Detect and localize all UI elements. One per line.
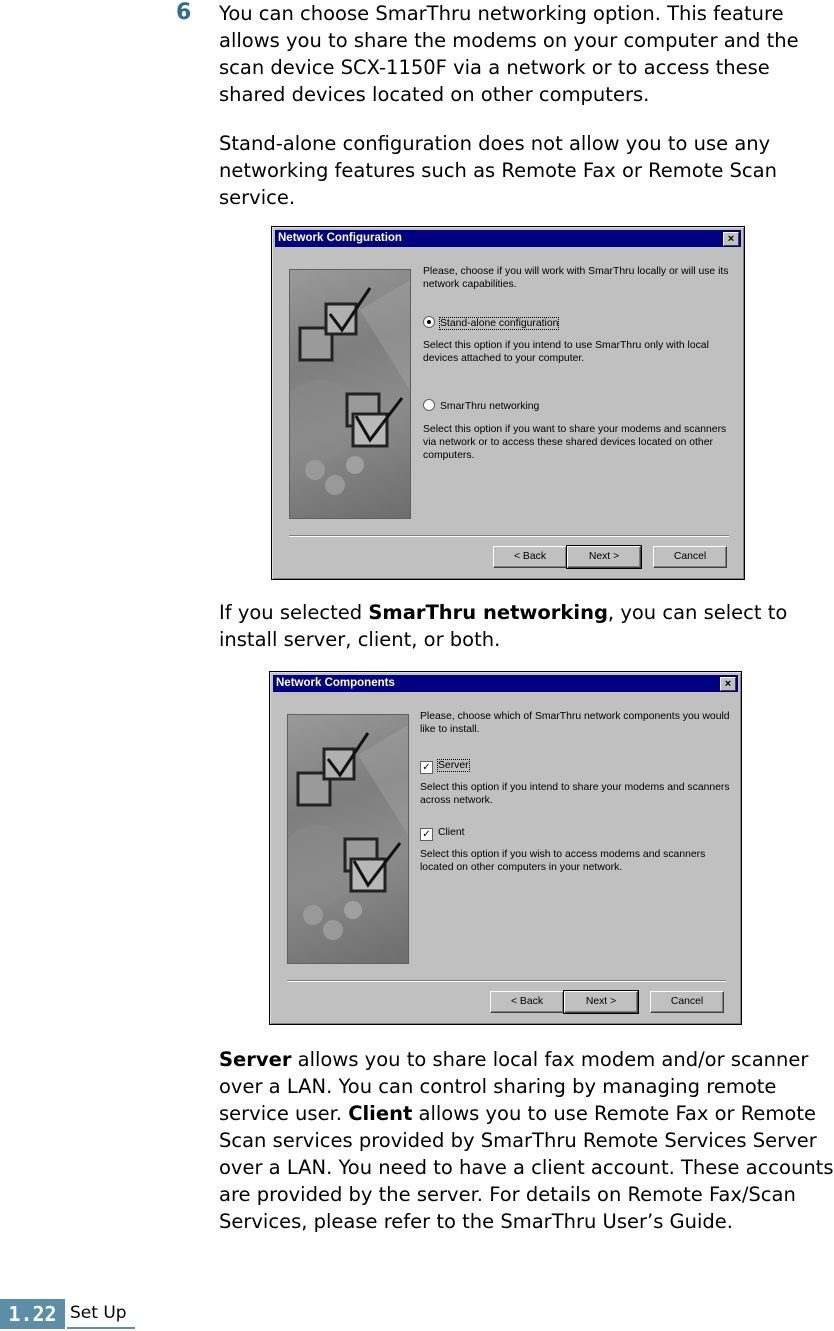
client-checkbox[interactable]: ✓ [420, 828, 433, 841]
server-description: Select this option if you intend to share your modems and scanners across network. [420, 782, 730, 806]
checkbox-art-icon [288, 715, 408, 963]
option-server[interactable] [420, 759, 469, 774]
dialog-title: Network Components [276, 677, 395, 689]
checkbox-art-icon [290, 270, 410, 518]
dialog-titlebar [273, 675, 738, 692]
dialog-title: Network Configuration [278, 232, 402, 244]
server-client-explanation [219, 1046, 834, 1235]
standalone-radio[interactable] [423, 316, 435, 328]
selection-note [219, 599, 831, 653]
dialog-titlebar [275, 230, 741, 247]
standalone-note-text: Stand-alone configuration does not allow you to use any networking features such as Remote Fax or Remote Scan service. [219, 132, 777, 209]
option-client[interactable] [420, 826, 465, 841]
dialog-prompt: Please, choose which of SmarThru network components you would like to install. [420, 711, 730, 735]
network-components-dialog [269, 671, 742, 1025]
server-term: Server [219, 1048, 292, 1071]
server-checkbox[interactable]: ✓ [420, 761, 433, 774]
back-button[interactable]: < Back [490, 991, 564, 1013]
networking-label[interactable]: SmarThru networking [440, 401, 540, 412]
section-name: Set Up [70, 1303, 127, 1323]
option-standalone[interactable] [423, 316, 558, 330]
network-configuration-dialog [271, 226, 745, 580]
client-term: Client [348, 1102, 413, 1125]
step-intro-text: You can choose SmarThru networking option. This feature allows you to share the modems on your computer and the scan device SCX-1150F via a network or to access these shared devices located on other computers. [219, 2, 799, 106]
cancel-button[interactable]: Cancel [653, 546, 727, 568]
client-explanation: allows you to use Remote Fax or Remote Scan services provided by SmarThru Remote Services Server over a LAN. You need to have a client account. These accounts are provided by the server. For details on Remote Fax/Scan Services, please refer to the SmarThru User’s Guide. [219, 1102, 834, 1233]
networking-radio[interactable] [423, 399, 435, 411]
close-icon[interactable]: × [720, 677, 736, 691]
client-description: Select this option if you wish to access modems and scanners located on other computers in your network. [420, 849, 706, 873]
server-label[interactable]: Server [438, 760, 469, 771]
page-number: 1.22 [0, 1299, 65, 1329]
selection-note-prefix: If you selected [219, 601, 369, 624]
next-button[interactable]: Next > [564, 991, 638, 1013]
standalone-description: Select this option if you intend to use SmarThru only with local devices attached to your computer. [423, 340, 709, 364]
section-rule [67, 1327, 135, 1329]
option-smarthru-networking[interactable] [423, 399, 539, 413]
button-separator [287, 980, 726, 982]
client-label[interactable]: Client [438, 827, 465, 838]
next-button[interactable]: Next > [567, 546, 641, 568]
dialog-prompt: Please, choose if you will work with SmarThru locally or will use its network capabilities. [423, 266, 729, 290]
step-number: 6 [176, 0, 192, 25]
wizard-illustration [287, 714, 409, 964]
back-button[interactable]: < Back [493, 546, 567, 568]
standalone-label[interactable]: Stand-alone configuration [440, 318, 559, 329]
server-explanation: allows you to share local fax modem and/or scanner over a LAN. You can control sharing by managing remote service user. [219, 1048, 809, 1125]
wizard-illustration [289, 269, 411, 519]
selection-note-bold: SmarThru networking [368, 601, 608, 624]
button-separator [289, 535, 729, 537]
cancel-button[interactable]: Cancel [650, 991, 724, 1013]
selection-note-suffix: , you can select to install server, client, or both. [219, 601, 788, 651]
networking-description: Select this option if you want to share your modems and scanners via network or to access these shared devices located on other computers. [423, 424, 727, 461]
close-icon[interactable]: × [723, 232, 739, 246]
